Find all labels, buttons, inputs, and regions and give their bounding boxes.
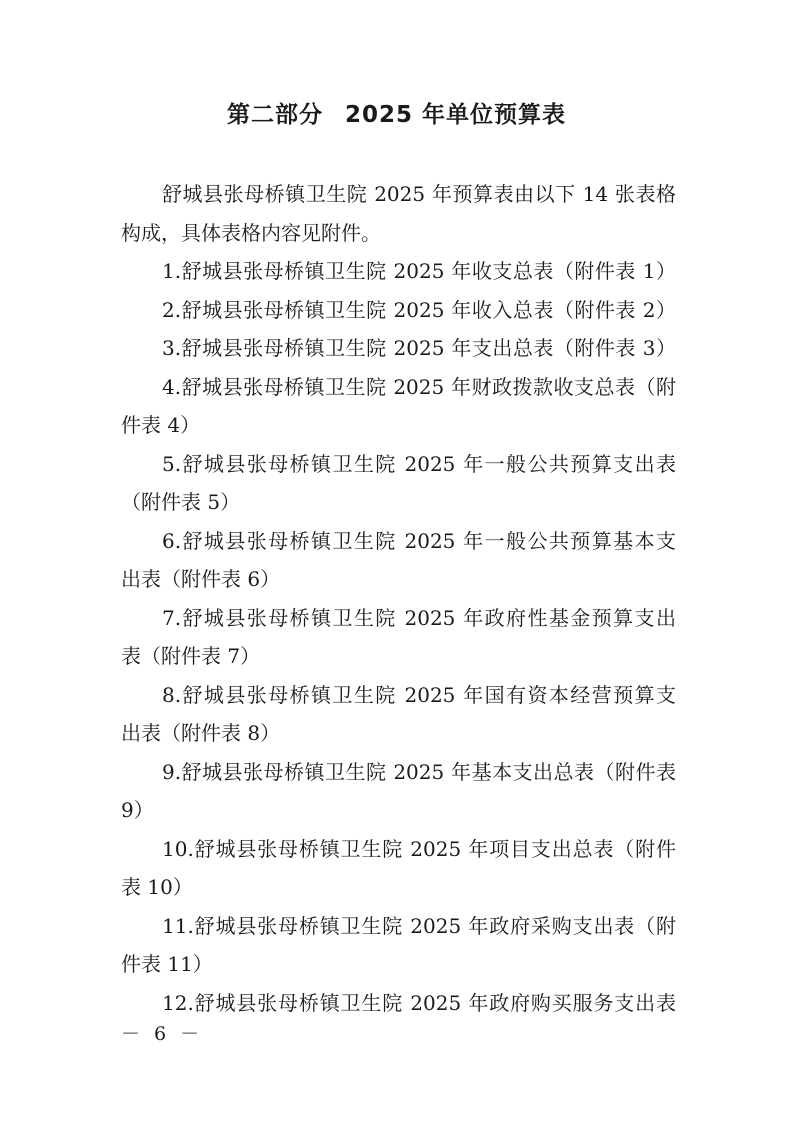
intro-line-1: 舒城县张母桥镇卫生院 2025 年预算表由以下 14 张表格	[162, 182, 676, 206]
title-text: 2025 年单位预算表	[344, 102, 567, 128]
list-item-11-cont: 件表 11）	[121, 952, 213, 976]
list-item-7: 7.舒城县张母桥镇卫生院 2025 年政府性基金预算支出	[162, 605, 676, 630]
list-item-10-cont: 表 10）	[121, 875, 193, 899]
page-number: － 6 －	[121, 1023, 204, 1045]
list-item-11: 11.舒城县张母桥镇卫生院 2025 年政府采购支出表（附	[162, 913, 676, 938]
list-item-10: 10.舒城县张母桥镇卫生院 2025 年项目支出总表（附件	[162, 836, 676, 861]
intro-line-2: 构成，具体表格内容见附件。	[121, 220, 381, 245]
list-item-9: 9.舒城县张母桥镇卫生院 2025 年基本支出总表（附件表	[162, 759, 676, 784]
list-item-3: 3.舒城县张母桥镇卫生院 2025 年支出总表（附件表 3）	[162, 336, 676, 360]
list-item-8: 8.舒城县张母桥镇卫生院 2025 年国有资本经营预算支	[162, 682, 676, 707]
title-part: 第二部分	[226, 102, 323, 128]
list-item-5: 5.舒城县张母桥镇卫生院 2025 年一般公共预算支出表	[162, 451, 676, 476]
list-item-4-cont: 件表 4）	[121, 413, 201, 437]
list-item-4: 4.舒城县张母桥镇卫生院 2025 年财政拨款收支总表（附	[162, 374, 676, 399]
list-item-1: 1.舒城县张母桥镇卫生院 2025 年收支总表（附件表 1）	[162, 259, 676, 283]
list-item-6: 6.舒城县张母桥镇卫生院 2025 年一般公共预算基本支	[162, 528, 676, 553]
list-item-7-cont: 表（附件表 7）	[121, 644, 261, 668]
page-title	[0, 96, 793, 129]
list-item-5-cont: （附件表 5）	[121, 490, 241, 514]
document-body	[121, 175, 676, 1022]
list-item-9-cont: 9）	[121, 798, 154, 822]
list-item-2: 2.舒城县张母桥镇卫生院 2025 年收入总表（附件表 2）	[162, 297, 676, 322]
list-item-6-cont: 出表（附件表 6）	[121, 567, 281, 591]
list-item-8-cont: 出表（附件表 8）	[121, 721, 281, 745]
list-item-12: 12.舒城县张母桥镇卫生院 2025 年政府购买服务支出表	[162, 990, 676, 1015]
